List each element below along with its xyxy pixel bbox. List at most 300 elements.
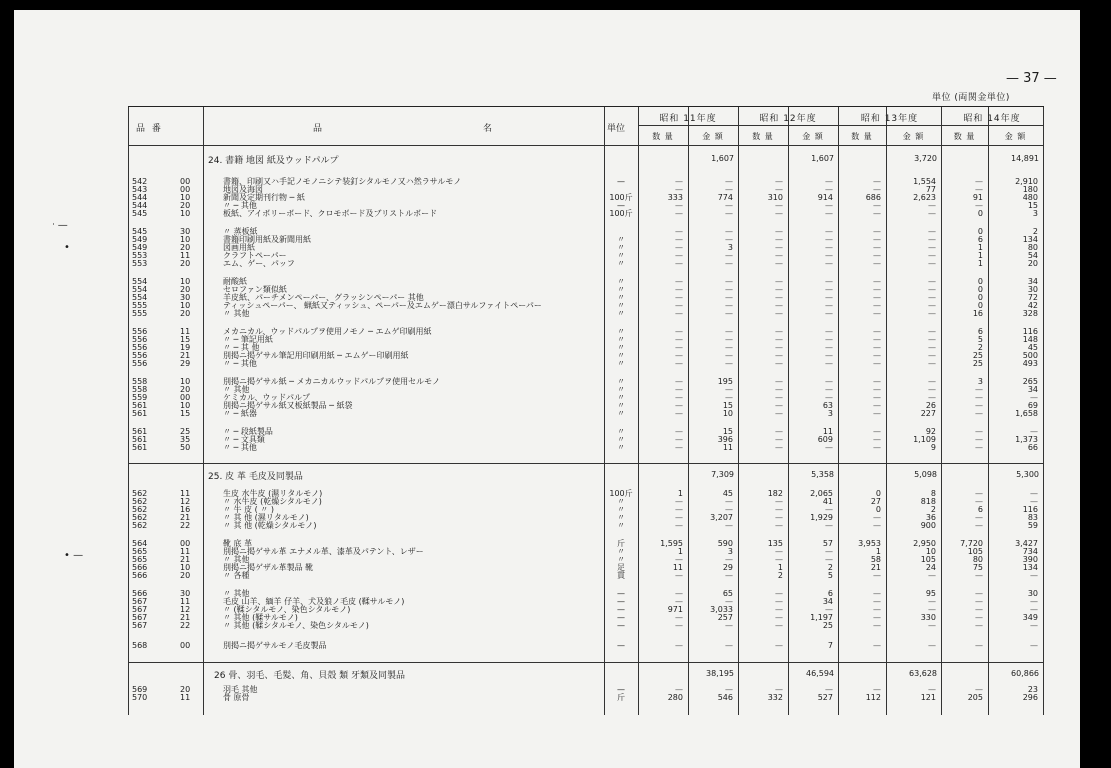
section-total: 14,891: [1011, 154, 1039, 163]
section-title: 26 骨、羽毛、毛髪、角、貝殻 類 牙類及同製品: [214, 671, 406, 681]
item-value: 1: [875, 547, 881, 556]
nil-dash: —: [725, 521, 733, 530]
item-subcode: 10: [180, 301, 191, 310]
nil-dash: —: [928, 259, 936, 268]
item-code: 553: [132, 251, 148, 260]
item-code: 561: [132, 435, 148, 444]
nil-dash: —: [928, 293, 936, 302]
document-page: [14, 10, 1080, 768]
item-value: 900: [920, 521, 936, 530]
nil-dash: —: [675, 309, 683, 318]
item-value: 6: [977, 505, 983, 514]
item-unit: —: [617, 201, 625, 210]
nil-dash: —: [975, 597, 983, 606]
section-total: 5,358: [811, 470, 834, 479]
item-subcode: 25: [180, 427, 191, 436]
nil-dash: —: [825, 443, 833, 452]
nil-dash: —: [675, 377, 683, 386]
nil-dash: —: [873, 285, 881, 294]
column-divider: [886, 107, 887, 715]
item-value: 6: [977, 327, 983, 336]
item-value: 23: [1027, 685, 1038, 694]
item-name: ケミカル、ウッドパルプ: [223, 393, 311, 402]
item-unit: 貫: [617, 571, 625, 580]
item-unit: —: [617, 589, 625, 598]
item-value: 116: [1022, 327, 1038, 336]
nil-dash: —: [873, 335, 881, 344]
item-value: 21: [870, 563, 881, 572]
nil-dash: —: [725, 235, 733, 244]
nil-dash: —: [975, 489, 983, 498]
item-unit: 〃: [617, 301, 625, 310]
item-value: 609: [817, 435, 833, 444]
column-divider: [638, 107, 639, 715]
item-code: 556: [132, 327, 148, 336]
item-unit: —: [617, 621, 625, 630]
item-subcode: 00: [180, 539, 191, 548]
amount-header: 金 額: [702, 132, 724, 141]
item-value: 34: [1027, 385, 1038, 394]
item-name: 別掲ニ掲ゲザル革製品 靴: [223, 563, 314, 572]
item-name: 〃 ─ 段紙製品: [223, 427, 273, 436]
item-value: 80: [972, 555, 983, 564]
item-name: 羊皮紙、パーチメンペーパー、グラッシンペーパー 其他: [223, 293, 424, 302]
item-subcode: 21: [180, 513, 191, 522]
item-value: 25: [972, 359, 983, 368]
item-unit: 〃: [617, 513, 625, 522]
item-name: 〃 ─ 其他: [223, 201, 257, 210]
nil-dash: —: [873, 343, 881, 352]
item-name: 〃 牛 皮 ( 〃 ): [223, 505, 274, 514]
item-code: 558: [132, 385, 148, 394]
item-code: 567: [132, 605, 148, 614]
nil-dash: —: [775, 385, 783, 394]
nil-dash: —: [928, 359, 936, 368]
item-value: 105: [967, 547, 983, 556]
year-header: 昭和 11年度: [659, 114, 717, 124]
nil-dash: —: [873, 571, 881, 580]
nil-dash: —: [675, 393, 683, 402]
column-divider: [203, 107, 204, 715]
nil-dash: —: [873, 385, 881, 394]
item-name: セロファン類似紙: [223, 285, 287, 294]
item-unit: 〃: [617, 427, 625, 436]
margin-mark: ᐧ —: [52, 220, 68, 231]
item-code: 562: [132, 513, 148, 522]
nil-dash: —: [825, 385, 833, 394]
item-code: 554: [132, 277, 148, 286]
item-value: 280: [667, 693, 683, 702]
item-value: 92: [925, 427, 936, 436]
item-value: 1: [977, 243, 983, 252]
item-value: 41: [822, 497, 833, 506]
item-value: 546: [717, 693, 733, 702]
statistics-table: [128, 106, 1044, 715]
item-value: 134: [1022, 563, 1038, 572]
item-subcode: 10: [180, 563, 191, 572]
item-unit: 〃: [617, 251, 625, 260]
nil-dash: —: [725, 327, 733, 336]
item-name: 〃 ─ 筆記用紙: [223, 335, 273, 344]
item-name: 生皮 水牛皮 (濕リタルモノ): [223, 489, 323, 498]
nil-dash: —: [873, 393, 881, 402]
header-name-right: 名: [483, 124, 495, 134]
nil-dash: —: [928, 235, 936, 244]
item-value: 77: [925, 185, 936, 194]
item-value: 0: [977, 293, 983, 302]
item-value: 148: [1022, 335, 1038, 344]
nil-dash: —: [725, 277, 733, 286]
nil-dash: —: [1030, 621, 1038, 630]
item-subcode: 11: [180, 327, 191, 336]
nil-dash: —: [928, 685, 936, 694]
nil-dash: —: [825, 243, 833, 252]
item-value: 72: [1027, 293, 1038, 302]
item-code: 569: [132, 685, 148, 694]
item-unit: 〃: [617, 293, 625, 302]
nil-dash: —: [775, 185, 783, 194]
item-value: 2,910: [1015, 177, 1038, 186]
nil-dash: —: [825, 505, 833, 514]
item-unit: 斤: [617, 693, 625, 702]
nil-dash: —: [725, 641, 733, 650]
item-code: 565: [132, 547, 148, 556]
item-unit: —: [617, 605, 625, 614]
item-value: 971: [667, 605, 683, 614]
nil-dash: —: [675, 251, 683, 260]
nil-dash: —: [775, 641, 783, 650]
nil-dash: —: [873, 589, 881, 598]
nil-dash: —: [675, 201, 683, 210]
item-code: 566: [132, 571, 148, 580]
nil-dash: —: [825, 555, 833, 564]
item-value: 2,065: [810, 489, 833, 498]
item-code: 567: [132, 613, 148, 622]
item-value: 95: [925, 589, 936, 598]
nil-dash: —: [873, 177, 881, 186]
item-value: 493: [1022, 359, 1038, 368]
item-subcode: 20: [180, 685, 191, 694]
nil-dash: —: [825, 547, 833, 556]
item-unit: 〃: [617, 393, 625, 402]
item-value: 1: [677, 547, 683, 556]
item-name: 別掲ニ掲ゲサル革 エナメル革、漆革及パテント、レザー: [223, 547, 424, 556]
nil-dash: —: [825, 201, 833, 210]
item-value: 11: [722, 443, 733, 452]
item-code: 568: [132, 641, 148, 650]
item-name: 羽毛 其他: [223, 685, 258, 694]
item-unit: 〃: [617, 309, 625, 318]
item-value: 333: [667, 193, 683, 202]
item-subcode: 20: [180, 243, 191, 252]
column-divider: [941, 107, 942, 715]
item-code: 555: [132, 301, 148, 310]
nil-dash: —: [825, 309, 833, 318]
nil-dash: —: [1030, 489, 1038, 498]
item-code: 555: [132, 309, 148, 318]
nil-dash: —: [825, 227, 833, 236]
nil-dash: —: [725, 309, 733, 318]
item-unit: 〃: [617, 359, 625, 368]
item-name: 〃 其他: [223, 385, 250, 394]
item-code: 561: [132, 427, 148, 436]
item-value: 2: [777, 571, 783, 580]
item-subcode: 11: [180, 693, 191, 702]
item-value: 3: [827, 409, 833, 418]
item-unit: 〃: [617, 409, 625, 418]
quantity-header: 数 量: [652, 132, 674, 141]
item-value: 390: [1022, 555, 1038, 564]
nil-dash: —: [725, 359, 733, 368]
item-code: 564: [132, 539, 148, 548]
item-subcode: 00: [180, 641, 191, 650]
nil-dash: —: [675, 243, 683, 252]
nil-dash: —: [725, 335, 733, 344]
item-value: 112: [865, 693, 881, 702]
nil-dash: —: [873, 201, 881, 210]
header-bottom-line: [128, 145, 1044, 146]
nil-dash: —: [725, 597, 733, 606]
item-value: 0: [875, 489, 881, 498]
item-subcode: 10: [180, 209, 191, 218]
nil-dash: —: [975, 521, 983, 530]
nil-dash: —: [975, 401, 983, 410]
nil-dash: —: [675, 497, 683, 506]
item-name: 〃 ─ 紙器: [223, 409, 257, 418]
nil-dash: —: [873, 185, 881, 194]
item-value: 134: [1022, 235, 1038, 244]
nil-dash: —: [675, 293, 683, 302]
item-code: 566: [132, 563, 148, 572]
item-value: 45: [1027, 343, 1038, 352]
nil-dash: —: [928, 209, 936, 218]
nil-dash: —: [725, 385, 733, 394]
nil-dash: —: [825, 351, 833, 360]
item-value: 265: [1022, 377, 1038, 386]
nil-dash: —: [928, 597, 936, 606]
item-value: 310: [767, 193, 783, 202]
item-name: 別掲ニ掲ゲサル筆記用印刷用紙 ─ エムゲー印刷用紙: [223, 351, 409, 360]
nil-dash: —: [975, 393, 983, 402]
item-unit: 斤: [617, 539, 625, 548]
column-divider: [738, 107, 739, 715]
column-divider: [604, 107, 605, 715]
item-subcode: 10: [180, 193, 191, 202]
nil-dash: —: [675, 259, 683, 268]
item-unit: 〃: [617, 327, 625, 336]
item-value: 1,658: [1015, 409, 1038, 418]
item-value: 24: [925, 563, 936, 572]
nil-dash: —: [775, 521, 783, 530]
header-unit: 単位: [607, 124, 626, 134]
nil-dash: —: [675, 435, 683, 444]
nil-dash: —: [825, 259, 833, 268]
item-value: 1: [977, 251, 983, 260]
nil-dash: —: [928, 309, 936, 318]
nil-dash: —: [975, 621, 983, 630]
item-value: 180: [1022, 185, 1038, 194]
item-code: 570: [132, 693, 148, 702]
nil-dash: —: [975, 613, 983, 622]
item-subcode: 22: [180, 621, 191, 630]
quantity-header: 数 量: [953, 132, 976, 141]
item-name: 〃 (鞣シタルモノ、染色シタルモノ): [223, 605, 351, 614]
item-value: 121: [920, 693, 936, 702]
nil-dash: —: [775, 505, 783, 514]
item-value: 3,033: [710, 605, 733, 614]
header-code: 品 番: [136, 124, 163, 134]
item-subcode: 12: [180, 605, 191, 614]
item-unit: 〃: [617, 243, 625, 252]
nil-dash: —: [928, 351, 936, 360]
item-code: 543: [132, 185, 148, 194]
item-unit: 〃: [617, 285, 625, 294]
nil-dash: —: [975, 201, 983, 210]
item-name: 図画用紙: [223, 243, 255, 252]
item-name: 地図及海図: [223, 185, 263, 194]
item-value: 1: [977, 259, 983, 268]
item-subcode: 00: [180, 393, 191, 402]
item-name: ティッシュペーパー、 蝋紙又ティッシュ、ペーパー及エムゲー漂白サルファイトペーパー: [223, 301, 542, 310]
item-unit: —: [617, 641, 625, 650]
item-name: 〃 其他: [223, 589, 250, 598]
nil-dash: —: [775, 243, 783, 252]
nil-dash: —: [825, 185, 833, 194]
item-value: 296: [1022, 693, 1038, 702]
item-value: 16: [972, 309, 983, 318]
item-code: 562: [132, 497, 148, 506]
nil-dash: —: [975, 185, 983, 194]
nil-dash: —: [873, 377, 881, 386]
nil-dash: —: [975, 571, 983, 580]
column-divider: [788, 107, 789, 715]
item-value: 2: [1032, 227, 1038, 236]
item-value: 182: [767, 489, 783, 498]
item-unit: 100斤: [609, 209, 633, 218]
item-value: 9: [930, 443, 936, 452]
nil-dash: —: [928, 301, 936, 310]
item-value: 328: [1022, 309, 1038, 318]
item-subcode: 11: [180, 251, 191, 260]
item-value: 332: [767, 693, 783, 702]
nil-dash: —: [825, 377, 833, 386]
section-title: 24. 書籍 地図 紙及ウッドパルプ: [208, 156, 339, 166]
nil-dash: —: [675, 227, 683, 236]
item-code: 558: [132, 377, 148, 386]
item-value: 20: [1027, 259, 1038, 268]
header-name-left: 品: [313, 124, 325, 134]
item-value: 83: [1027, 513, 1038, 522]
quantity-header: 数 量: [851, 132, 873, 141]
item-code: 545: [132, 209, 148, 218]
item-value: 42: [1027, 301, 1038, 310]
nil-dash: —: [775, 351, 783, 360]
nil-dash: —: [725, 351, 733, 360]
item-code: 562: [132, 505, 148, 514]
nil-dash: —: [775, 277, 783, 286]
item-value: 11: [822, 427, 833, 436]
nil-dash: —: [975, 443, 983, 452]
nil-dash: —: [775, 605, 783, 614]
nil-dash: —: [775, 359, 783, 368]
nil-dash: —: [675, 521, 683, 530]
nil-dash: —: [775, 555, 783, 564]
nil-dash: —: [928, 393, 936, 402]
column-divider: [1043, 107, 1044, 715]
nil-dash: —: [1030, 497, 1038, 506]
item-name: 〃 各種: [223, 571, 250, 580]
item-unit: 〃: [617, 259, 625, 268]
nil-dash: —: [725, 177, 733, 186]
column-divider: [988, 107, 989, 715]
item-value: 26: [925, 401, 936, 410]
nil-dash: —: [675, 327, 683, 336]
item-value: 25: [822, 621, 833, 630]
nil-dash: —: [975, 685, 983, 694]
nil-dash: —: [873, 351, 881, 360]
nil-dash: —: [675, 335, 683, 344]
section-total: 1,607: [711, 154, 734, 163]
item-value: 1,554: [913, 177, 936, 186]
year-header: 昭和 12年度: [759, 114, 817, 124]
item-value: 0: [977, 277, 983, 286]
item-subcode: 10: [180, 377, 191, 386]
nil-dash: —: [873, 235, 881, 244]
item-subcode: 20: [180, 285, 191, 294]
item-value: 30: [1027, 589, 1038, 598]
nil-dash: —: [775, 301, 783, 310]
item-value: 0: [977, 209, 983, 218]
item-code: 545: [132, 227, 148, 236]
quantity-header: 数 量: [752, 132, 774, 141]
section-divider: [128, 463, 1044, 464]
item-subcode: 20: [180, 571, 191, 580]
nil-dash: —: [775, 235, 783, 244]
item-value: 30: [1027, 285, 1038, 294]
nil-dash: —: [775, 251, 783, 260]
nil-dash: —: [873, 209, 881, 218]
nil-dash: —: [675, 409, 683, 418]
nil-dash: —: [873, 309, 881, 318]
nil-dash: —: [775, 377, 783, 386]
item-value: 27: [870, 497, 881, 506]
item-value: 2: [827, 563, 833, 572]
nil-dash: —: [725, 343, 733, 352]
item-code: 554: [132, 285, 148, 294]
item-code: 556: [132, 351, 148, 360]
item-name: 書籍、印刷又ハ手記ノモノニシテ装釘シタルモノ又ハ然ラサルモノ: [223, 177, 462, 186]
nil-dash: —: [825, 209, 833, 218]
item-code: 544: [132, 201, 148, 210]
nil-dash: —: [825, 605, 833, 614]
nil-dash: —: [873, 521, 881, 530]
nil-dash: —: [675, 235, 683, 244]
nil-dash: —: [775, 201, 783, 210]
nil-dash: —: [725, 571, 733, 580]
column-divider: [688, 107, 689, 715]
item-code: 553: [132, 259, 148, 268]
nil-dash: —: [825, 359, 833, 368]
nil-dash: —: [928, 285, 936, 294]
nil-dash: —: [928, 227, 936, 236]
item-value: 3,953: [858, 539, 881, 548]
item-value: 57: [822, 539, 833, 548]
nil-dash: —: [873, 359, 881, 368]
nil-dash: —: [873, 251, 881, 260]
item-unit: 〃: [617, 555, 625, 564]
item-unit: 〃: [617, 521, 625, 530]
nil-dash: —: [725, 301, 733, 310]
